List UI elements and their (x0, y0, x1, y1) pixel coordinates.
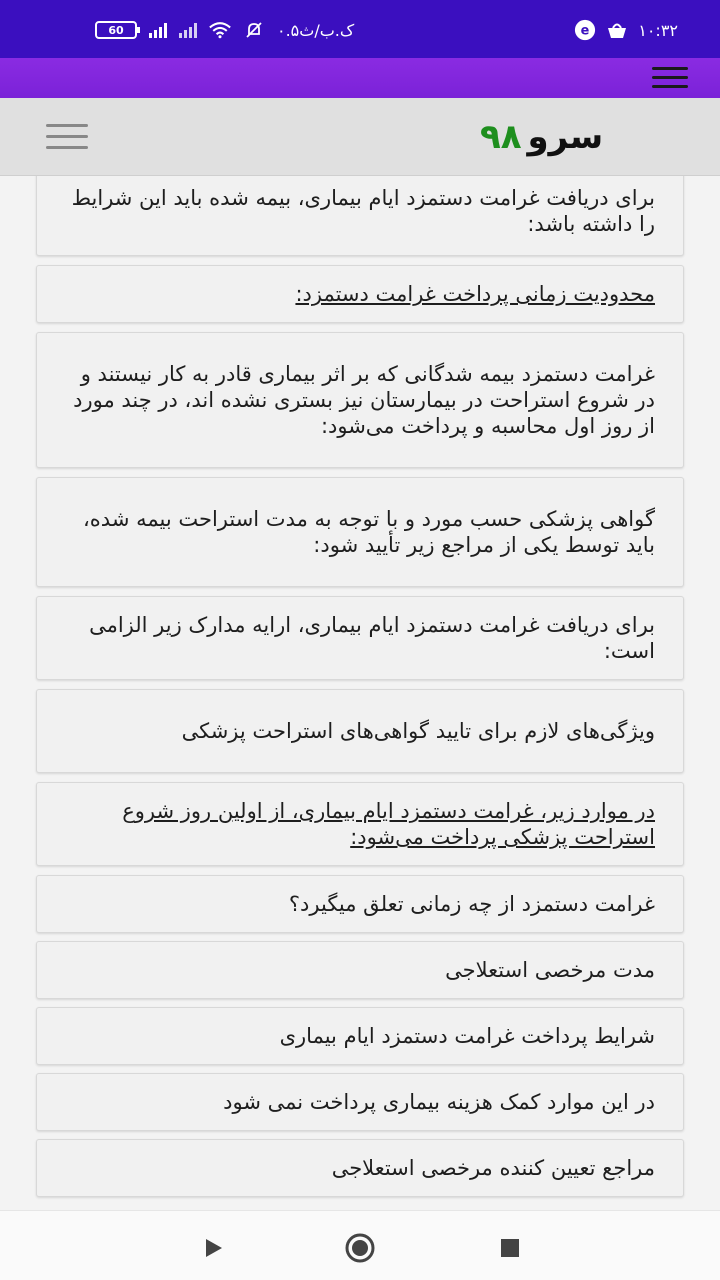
shopping-basket-icon (606, 19, 628, 41)
signal-icon (149, 22, 167, 38)
browser-icon (574, 19, 596, 41)
list-item[interactable] (36, 782, 684, 866)
list-item-text: مراجع تعیین کننده مرخصی استعلاجی (331, 1156, 655, 1180)
list-item[interactable] (36, 1139, 684, 1197)
list-item[interactable] (36, 332, 684, 468)
list-item-text: گواهی پزشکی حسب مورد و با توجه به مدت استراحت بیمه شده، باید توسط یکی از مراجع زیر تأیید شود: (83, 507, 655, 557)
list-item-text: محدودیت زمانی پرداخت غرامت دستمزد: (295, 282, 655, 306)
signal-icon-2 (179, 22, 197, 38)
status-bar (0, 0, 720, 58)
home-icon (345, 1233, 375, 1263)
svg-text:e: e (580, 23, 590, 39)
list-item[interactable] (36, 1007, 684, 1065)
battery-icon (95, 21, 137, 39)
list-item[interactable] (36, 689, 684, 773)
list-item-text: برای دریافت غرامت دستمزد ایام بیماری، ارایه مدارک زیر الزامی است: (89, 613, 655, 663)
hamburger-menu-icon[interactable] (46, 124, 88, 150)
network-speed: ۰.۵ک.ب/ث (277, 20, 355, 40)
clock: ۱۰:۳۲ (638, 20, 678, 40)
recents-button[interactable] (495, 1233, 525, 1263)
app-header (0, 98, 720, 176)
status-right-group (574, 18, 678, 42)
list-item-text: مدت مرخصی استعلاجی (445, 958, 655, 982)
list-item[interactable] (36, 596, 684, 680)
app-logo (480, 112, 603, 162)
top-toolbar (0, 58, 720, 98)
list-item-text: برای دریافت غرامت دستمزد ایام بیماری، بیمه شده باید این شرایط را داشته باشد: (71, 186, 655, 236)
list-item[interactable] (36, 265, 684, 323)
article-list (0, 176, 720, 1210)
list-item[interactable] (36, 477, 684, 587)
back-button[interactable] (198, 1233, 228, 1263)
list-item-text: در موارد زیر، غرامت دستمزد ایام بیماری، از اولین روز شروع استراحت پزشکی پرداخت می‌شود: (122, 799, 655, 849)
logo-word: سرو (527, 117, 604, 157)
list-item-text: غرامت دستمزد از چه زمانی تعلق میگیرد؟ (288, 892, 655, 916)
wifi-icon (209, 19, 231, 41)
list-item-text: در این موارد کمک هزینه بیماری پرداخت نمی شود (223, 1090, 655, 1114)
list-item-text: ویژگی‌های لازم برای تایید گواهی‌های استراحت پزشکی (181, 719, 655, 743)
list-item-text: غرامت دستمزد بیمه شدگانی که بر اثر بیماری قادر به کار نیستند و در شروع استراحت در بیمارستان نیز بستری نشده اند، در چند مورد از روز اول محاسبه و پرداخت می‌شود: (73, 362, 655, 438)
mute-bell-icon (243, 19, 265, 41)
list-item[interactable] (36, 1073, 684, 1131)
logo-number: ۹۸ (480, 117, 522, 157)
status-left-group (95, 18, 354, 42)
back-icon (201, 1236, 225, 1260)
home-button[interactable] (345, 1233, 375, 1263)
list-item[interactable] (36, 875, 684, 933)
list-item[interactable] (36, 176, 684, 256)
system-nav-bar (0, 1210, 720, 1280)
list-item[interactable] (36, 941, 684, 999)
recents-icon (499, 1237, 521, 1259)
menu-icon[interactable] (652, 67, 688, 89)
battery-level: 60 (108, 23, 124, 37)
list-item-text: شرایط پرداخت غرامت دستمزد ایام بیماری (279, 1024, 655, 1048)
